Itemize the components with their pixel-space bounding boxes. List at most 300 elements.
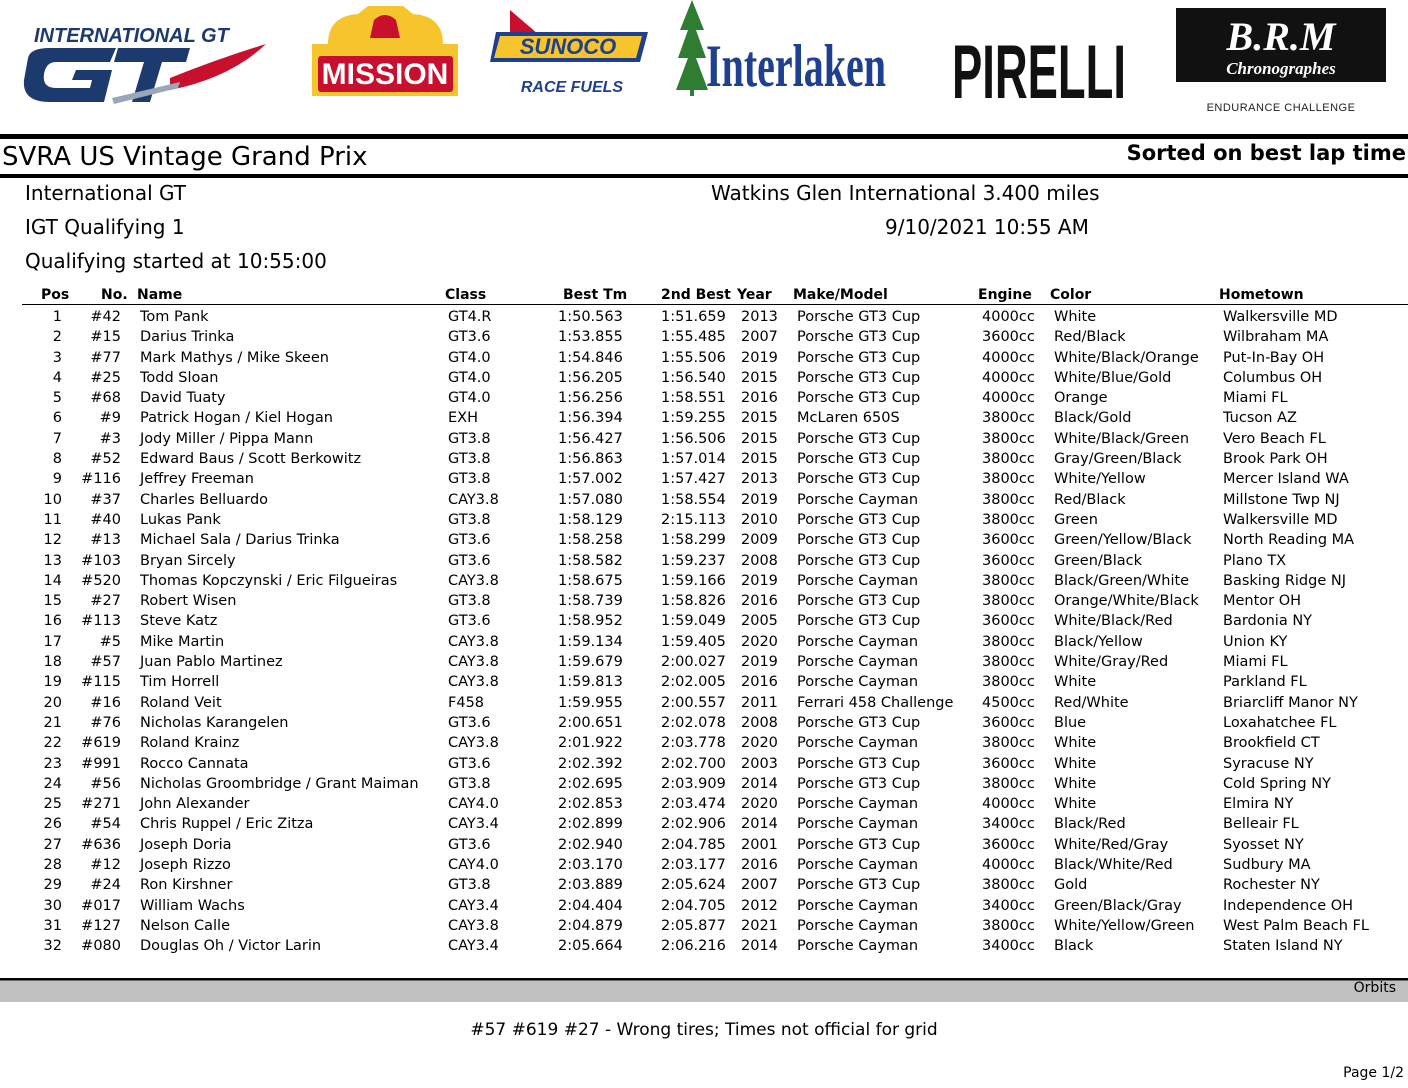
cell-class: CAY3.4 xyxy=(448,938,499,955)
event-title: SVRA US Vintage Grand Prix xyxy=(2,142,368,172)
cell-color: White/Blue/Gold xyxy=(1054,369,1172,386)
table-row xyxy=(0,349,1408,369)
cell-year: 2008 xyxy=(741,552,778,569)
cell-pos: 19 xyxy=(43,674,62,691)
cell-engine: 3400cc xyxy=(982,897,1035,914)
cell-hometown: Cold Spring NY xyxy=(1223,775,1331,792)
cell-name: Nicholas Karangelen xyxy=(140,714,289,731)
cell-engine: 3800cc xyxy=(982,451,1035,468)
cell-pos: 21 xyxy=(43,714,62,731)
cell-hometown: Columbus OH xyxy=(1223,369,1323,386)
cell-no: #77 xyxy=(90,349,121,366)
cell-color: Orange xyxy=(1054,390,1108,407)
cell-class: GT4.0 xyxy=(448,369,491,386)
cell-engine: 3800cc xyxy=(982,917,1035,934)
cell-pos: 30 xyxy=(43,897,62,914)
cell-color: White/Gray/Red xyxy=(1054,654,1169,671)
cell-no: #57 xyxy=(90,654,121,671)
cell-second: 1:59.166 xyxy=(661,572,726,589)
cell-class: GT3.8 xyxy=(448,430,491,447)
cell-name: William Wachs xyxy=(140,897,245,914)
title-rule xyxy=(0,174,1408,178)
cell-pos: 13 xyxy=(43,552,62,569)
cell-year: 2001 xyxy=(741,836,778,853)
cell-no: #56 xyxy=(90,775,121,792)
cell-name: Joseph Rizzo xyxy=(140,857,231,874)
cell-name: Rocco Cannata xyxy=(140,755,249,772)
cell-year: 2019 xyxy=(741,654,778,671)
cell-class: GT3.6 xyxy=(448,613,491,630)
cell-best: 1:56.205 xyxy=(558,369,623,386)
cell-make: Porsche GT3 Cup xyxy=(797,755,921,772)
cell-hometown: Brook Park OH xyxy=(1223,451,1328,468)
table-row xyxy=(0,389,1408,409)
table-row xyxy=(0,491,1408,511)
sunoco-logo-text: SUNOCO xyxy=(519,34,617,59)
cell-color: Green xyxy=(1054,511,1098,528)
cell-no: #76 xyxy=(90,714,121,731)
cell-hometown: Independence OH xyxy=(1223,897,1354,914)
table-row xyxy=(0,917,1408,937)
cell-second: 2:06.216 xyxy=(661,938,726,955)
cell-color: Black xyxy=(1054,938,1094,955)
cell-no: #619 xyxy=(81,735,121,752)
cell-hometown: Syracuse NY xyxy=(1223,755,1314,772)
cell-pos: 14 xyxy=(43,572,62,589)
cell-class: GT4.R xyxy=(448,309,492,325)
cell-best: 2:04.404 xyxy=(558,897,623,914)
cell-hometown: Brookfield CT xyxy=(1223,735,1320,752)
cell-class: GT3.6 xyxy=(448,755,491,772)
cell-class: GT3.8 xyxy=(448,593,491,610)
table-row xyxy=(0,572,1408,592)
cell-year: 2014 xyxy=(741,816,778,833)
cell-year: 2013 xyxy=(741,471,778,488)
cell-class: GT3.6 xyxy=(448,552,491,569)
table-row xyxy=(0,328,1408,348)
table-row xyxy=(0,531,1408,551)
cell-best: 1:58.258 xyxy=(558,532,623,549)
table-row xyxy=(0,552,1408,572)
cell-name: Ron Kirshner xyxy=(140,877,233,894)
cell-color: Black/Green/White xyxy=(1054,572,1190,589)
cell-class: GT3.6 xyxy=(448,714,491,731)
cell-no: #37 xyxy=(90,491,121,508)
cell-engine: 4000cc xyxy=(982,309,1035,325)
cell-class: CAY3.8 xyxy=(448,674,499,691)
mission-logo xyxy=(308,4,463,98)
cell-class: EXH xyxy=(448,410,478,427)
cell-class: GT3.8 xyxy=(448,877,491,894)
cell-color: White xyxy=(1054,309,1097,325)
cell-make: Porsche GT3 Cup xyxy=(797,451,921,468)
table-row xyxy=(0,734,1408,754)
cell-hometown: Put-In-Bay OH xyxy=(1223,349,1325,366)
cell-class: CAY3.8 xyxy=(448,654,499,671)
cell-hometown: Briarcliff Manor NY xyxy=(1223,694,1358,711)
cell-make: Porsche GT3 Cup xyxy=(797,349,921,366)
cell-second: 1:59.405 xyxy=(661,633,726,650)
cell-hometown: Belleair FL xyxy=(1223,816,1299,833)
cell-no: #27 xyxy=(90,593,121,610)
cell-make: Porsche GT3 Cup xyxy=(797,532,921,549)
cell-pos: 9 xyxy=(52,471,62,488)
cell-no: #15 xyxy=(90,329,121,346)
cell-class: GT3.8 xyxy=(448,471,491,488)
endurance-challenge-text: ENDURANCE CHALLENGE xyxy=(1206,102,1356,114)
table-row xyxy=(0,815,1408,835)
cell-no: #271 xyxy=(81,796,121,813)
cell-engine: 3800cc xyxy=(982,593,1035,610)
cell-engine: 3800cc xyxy=(982,735,1035,752)
cell-make: Porsche Cayman xyxy=(797,633,919,650)
cell-pos: 32 xyxy=(43,938,62,955)
cell-class: GT3.8 xyxy=(448,511,491,528)
cell-hometown: Walkersville MD xyxy=(1223,309,1338,325)
cell-second: 1:56.506 xyxy=(661,430,726,447)
cell-year: 2011 xyxy=(741,694,778,711)
cell-class: CAY3.8 xyxy=(448,735,499,752)
table-row xyxy=(0,714,1408,734)
cell-color: Gold xyxy=(1054,877,1088,894)
cell-best: 1:59.813 xyxy=(558,674,623,691)
cell-make: McLaren 650S xyxy=(797,410,900,427)
cell-make: Porsche GT3 Cup xyxy=(797,552,921,569)
cell-make: Porsche GT3 Cup xyxy=(797,471,921,488)
session-datetime: 9/10/2021 10:55 AM xyxy=(885,215,1089,239)
cell-best: 2:03.889 xyxy=(558,877,623,894)
cell-second: 1:51.659 xyxy=(661,309,726,325)
cell-best: 2:03.170 xyxy=(558,857,623,874)
cell-name: Joseph Doria xyxy=(140,836,232,853)
track-name: Watkins Glen International 3.400 miles xyxy=(711,181,1100,205)
cell-make: Porsche Cayman xyxy=(797,897,919,914)
cell-second: 2:04.785 xyxy=(661,836,726,853)
interlaken-logo-text: Interlaken xyxy=(706,33,886,99)
cell-name: Darius Trinka xyxy=(140,329,235,346)
cell-year: 2016 xyxy=(741,674,778,691)
cell-class: CAY4.0 xyxy=(448,857,499,874)
cell-hometown: Union KY xyxy=(1223,633,1288,650)
cell-no: #116 xyxy=(81,471,121,488)
cell-name: David Tuaty xyxy=(140,390,226,407)
col-header-make: Make/Model xyxy=(793,287,888,303)
cell-color: Black/Yellow xyxy=(1054,633,1143,650)
cell-name: Robert Wisen xyxy=(140,593,237,610)
cell-best: 1:58.739 xyxy=(558,593,623,610)
cell-engine: 3800cc xyxy=(982,491,1035,508)
cell-best: 1:56.863 xyxy=(558,451,623,468)
cell-second: 1:55.485 xyxy=(661,329,726,346)
cell-year: 2015 xyxy=(741,430,778,447)
cell-engine: 4000cc xyxy=(982,796,1035,813)
cell-class: CAY3.4 xyxy=(448,897,499,914)
cell-second: 1:59.237 xyxy=(661,552,726,569)
cell-color: White/Black/Green xyxy=(1054,430,1190,447)
cell-no: #25 xyxy=(90,369,121,386)
col-header-name: Name xyxy=(137,287,183,303)
cell-engine: 3600cc xyxy=(982,329,1035,346)
cell-engine: 3800cc xyxy=(982,654,1035,671)
table-row xyxy=(0,836,1408,856)
cell-best: 1:56.256 xyxy=(558,390,623,407)
table-row xyxy=(0,592,1408,612)
cell-engine: 3600cc xyxy=(982,714,1035,731)
cell-make: Porsche GT3 Cup xyxy=(797,430,921,447)
cell-name: Bryan Sircely xyxy=(140,552,236,569)
cell-second: 2:02.906 xyxy=(661,816,726,833)
cell-engine: 3600cc xyxy=(982,836,1035,853)
cell-make: Porsche Cayman xyxy=(797,654,919,671)
cell-hometown: Basking Ridge NJ xyxy=(1223,572,1346,589)
cell-pos: 27 xyxy=(43,836,62,853)
cell-name: Roland Veit xyxy=(140,694,222,711)
cell-color: White xyxy=(1054,775,1097,792)
cell-color: White xyxy=(1054,735,1097,752)
cell-no: #520 xyxy=(81,572,121,589)
cell-no: #16 xyxy=(90,694,121,711)
sunoco-logo xyxy=(490,6,655,98)
cell-class: CAY3.8 xyxy=(448,572,499,589)
mission-logo-text: MISSION xyxy=(321,58,449,91)
cell-no: #115 xyxy=(81,674,121,691)
cell-second: 2:02.700 xyxy=(661,755,726,772)
cell-color: Black/White/Red xyxy=(1054,857,1173,874)
cell-pos: 12 xyxy=(43,532,62,549)
col-header-year: Year xyxy=(737,287,772,303)
cell-pos: 26 xyxy=(43,816,62,833)
table-row xyxy=(0,856,1408,876)
cell-second: 1:58.299 xyxy=(661,532,726,549)
cell-pos: 18 xyxy=(43,654,62,671)
cell-name: Nelson Calle xyxy=(140,917,231,934)
cell-year: 2021 xyxy=(741,917,778,934)
cell-best: 1:59.679 xyxy=(558,654,623,671)
cell-class: GT3.6 xyxy=(448,532,491,549)
table-row xyxy=(0,694,1408,714)
brm-logo-text: B.R.M xyxy=(1226,14,1336,59)
cell-no: #68 xyxy=(90,390,121,407)
cell-no: #636 xyxy=(81,836,121,853)
cell-class: GT3.6 xyxy=(448,329,491,346)
cell-make: Porsche GT3 Cup xyxy=(797,511,921,528)
cell-engine: 3600cc xyxy=(982,755,1035,772)
cell-name: Mike Martin xyxy=(140,633,225,650)
cell-engine: 4000cc xyxy=(982,390,1035,407)
cell-class: CAY3.4 xyxy=(448,816,499,833)
cell-make: Porsche Cayman xyxy=(797,735,919,752)
cell-year: 2005 xyxy=(741,613,778,630)
cell-make: Porsche GT3 Cup xyxy=(797,613,921,630)
cell-pos: 17 xyxy=(43,633,62,650)
cell-make: Porsche Cayman xyxy=(797,857,919,874)
cell-color: Red/Black xyxy=(1054,329,1126,346)
col-header-second: 2nd Best xyxy=(661,287,731,303)
table-row xyxy=(0,653,1408,673)
session-start: Qualifying started at 10:55:00 xyxy=(25,249,327,273)
cell-year: 2020 xyxy=(741,633,778,650)
cell-best: 1:58.675 xyxy=(558,572,623,589)
col-header-hometown: Hometown xyxy=(1219,287,1304,303)
cell-best: 2:01.922 xyxy=(558,735,623,752)
cell-name: Lukas Pank xyxy=(140,511,221,528)
cell-make: Porsche Cayman xyxy=(797,796,919,813)
interlaken-logo xyxy=(676,0,891,98)
cell-engine: 4500cc xyxy=(982,694,1035,711)
cell-hometown: Bardonia NY xyxy=(1223,613,1313,630)
cell-make: Porsche Cayman xyxy=(797,938,919,955)
cell-name: Roland Krainz xyxy=(140,735,240,752)
cell-year: 2019 xyxy=(741,491,778,508)
cell-class: GT3.8 xyxy=(448,775,491,792)
cell-no: #103 xyxy=(81,552,121,569)
cell-year: 2020 xyxy=(741,735,778,752)
col-header-pos: Pos xyxy=(41,287,70,303)
cell-no: #13 xyxy=(90,532,121,549)
brm-logo xyxy=(1176,8,1388,118)
cell-name: Steve Katz xyxy=(140,613,218,630)
cell-engine: 3800cc xyxy=(982,430,1035,447)
cell-name: Mark Mathys / Mike Skeen xyxy=(140,349,329,366)
cell-class: CAY3.8 xyxy=(448,633,499,650)
cell-color: White/Black/Red xyxy=(1054,613,1173,630)
session-name: IGT Qualifying 1 xyxy=(25,215,185,239)
cell-name: Charles Belluardo xyxy=(140,491,269,508)
table-row xyxy=(0,775,1408,795)
cell-color: Blue xyxy=(1054,714,1087,731)
table-row xyxy=(0,795,1408,815)
cell-second: 2:04.705 xyxy=(661,897,726,914)
cell-best: 1:58.129 xyxy=(558,511,623,528)
cell-no: #9 xyxy=(99,410,121,427)
cell-class: CAY3.8 xyxy=(448,917,499,934)
cell-best: 1:57.080 xyxy=(558,491,623,508)
igt-logo-text: INTERNATIONAL GT xyxy=(34,25,229,47)
top-rule xyxy=(0,134,1408,139)
cell-pos: 2 xyxy=(52,329,62,346)
cell-color: White/Red/Gray xyxy=(1054,836,1169,853)
cell-best: 1:56.427 xyxy=(558,430,623,447)
cell-pos: 25 xyxy=(43,796,62,813)
cell-color: Orange/White/Black xyxy=(1054,593,1199,610)
cell-color: Red/White xyxy=(1054,694,1129,711)
cell-second: 1:58.551 xyxy=(661,390,726,407)
cell-no: #017 xyxy=(81,897,121,914)
cell-best: 1:59.955 xyxy=(558,694,623,711)
cell-engine: 3800cc xyxy=(982,511,1035,528)
cell-name: Chris Ruppel / Eric Zitza xyxy=(140,816,314,833)
cell-best: 1:53.855 xyxy=(558,329,623,346)
table-row xyxy=(0,470,1408,490)
cell-make: Porsche GT3 Cup xyxy=(797,714,921,731)
col-header-color: Color xyxy=(1050,287,1092,303)
table-row xyxy=(0,633,1408,653)
cell-name: Tom Pank xyxy=(140,309,209,325)
cell-color: White/Black/Orange xyxy=(1054,349,1199,366)
col-header-no: No. xyxy=(101,287,128,303)
cell-color: Black/Gold xyxy=(1054,410,1132,427)
cell-pos: 8 xyxy=(52,451,62,468)
cell-hometown: Vero Beach FL xyxy=(1223,430,1326,447)
cell-second: 2:03.474 xyxy=(661,796,726,813)
cell-year: 2008 xyxy=(741,714,778,731)
cell-engine: 4000cc xyxy=(982,369,1035,386)
cell-class: GT3.8 xyxy=(448,451,491,468)
cell-second: 1:56.540 xyxy=(661,369,726,386)
cell-name: Thomas Kopczynski / Eric Filgueiras xyxy=(140,572,398,589)
table-row xyxy=(0,897,1408,917)
cell-best: 1:57.002 xyxy=(558,471,623,488)
cell-color: White/Yellow/Green xyxy=(1054,917,1195,934)
cell-second: 2:00.027 xyxy=(661,654,726,671)
cell-engine: 3600cc xyxy=(982,613,1035,630)
cell-no: #42 xyxy=(90,309,121,325)
cell-second: 2:02.078 xyxy=(661,714,726,731)
cell-make: Porsche GT3 Cup xyxy=(797,593,921,610)
cell-year: 2019 xyxy=(741,572,778,589)
cell-second: 1:57.427 xyxy=(661,471,726,488)
cell-pos: 3 xyxy=(52,349,62,366)
cell-second: 2:03.778 xyxy=(661,735,726,752)
cell-name: Jody Miller / Pippa Mann xyxy=(140,430,314,447)
cell-second: 1:59.049 xyxy=(661,613,726,630)
cell-name: Juan Pablo Martinez xyxy=(140,654,283,671)
cell-make: Porsche GT3 Cup xyxy=(797,390,921,407)
table-row xyxy=(0,369,1408,389)
cell-best: 2:00.651 xyxy=(558,714,623,731)
cell-name: Patrick Hogan / Kiel Hogan xyxy=(140,410,333,427)
cell-name: Michael Sala / Darius Trinka xyxy=(140,532,340,549)
cell-make: Porsche Cayman xyxy=(797,917,919,934)
cell-name: Douglas Oh / Victor Larin xyxy=(140,938,322,955)
table-row xyxy=(0,409,1408,429)
cell-best: 2:02.392 xyxy=(558,755,623,772)
cell-pos: 7 xyxy=(52,430,62,447)
cell-year: 2015 xyxy=(741,410,778,427)
cell-make: Porsche GT3 Cup xyxy=(797,877,921,894)
cell-no: #54 xyxy=(90,816,121,833)
results-table xyxy=(0,308,1408,958)
cell-make: Porsche GT3 Cup xyxy=(797,329,921,346)
cell-hometown: Miami FL xyxy=(1223,390,1288,407)
cell-no: #127 xyxy=(81,917,121,934)
cell-class: GT4.0 xyxy=(448,349,491,366)
table-row xyxy=(0,450,1408,470)
table-row xyxy=(0,612,1408,632)
cell-second: 1:58.554 xyxy=(661,491,726,508)
series-name: International GT xyxy=(25,181,187,205)
cell-color: White xyxy=(1054,796,1097,813)
cell-best: 1:54.846 xyxy=(558,349,623,366)
cell-engine: 3600cc xyxy=(982,552,1035,569)
cell-pos: 16 xyxy=(43,613,62,630)
cell-class: GT3.6 xyxy=(448,836,491,853)
cell-no: #40 xyxy=(90,511,121,528)
cell-engine: 4000cc xyxy=(982,857,1035,874)
cell-hometown: Rochester NY xyxy=(1223,877,1320,894)
cell-make: Ferrari 458 Challenge xyxy=(797,694,954,711)
cell-name: John Alexander xyxy=(140,796,250,813)
cell-hometown: Loxahatchee FL xyxy=(1223,714,1337,731)
cell-no: #3 xyxy=(99,430,121,447)
cell-second: 2:05.877 xyxy=(661,917,726,934)
cell-no: #5 xyxy=(99,633,121,650)
cell-best: 2:02.899 xyxy=(558,816,623,833)
cell-pos: 22 xyxy=(43,735,62,752)
cell-pos: 29 xyxy=(43,877,62,894)
cell-best: 2:02.853 xyxy=(558,796,623,813)
brm-sub-text: Chronographes xyxy=(1226,59,1336,78)
